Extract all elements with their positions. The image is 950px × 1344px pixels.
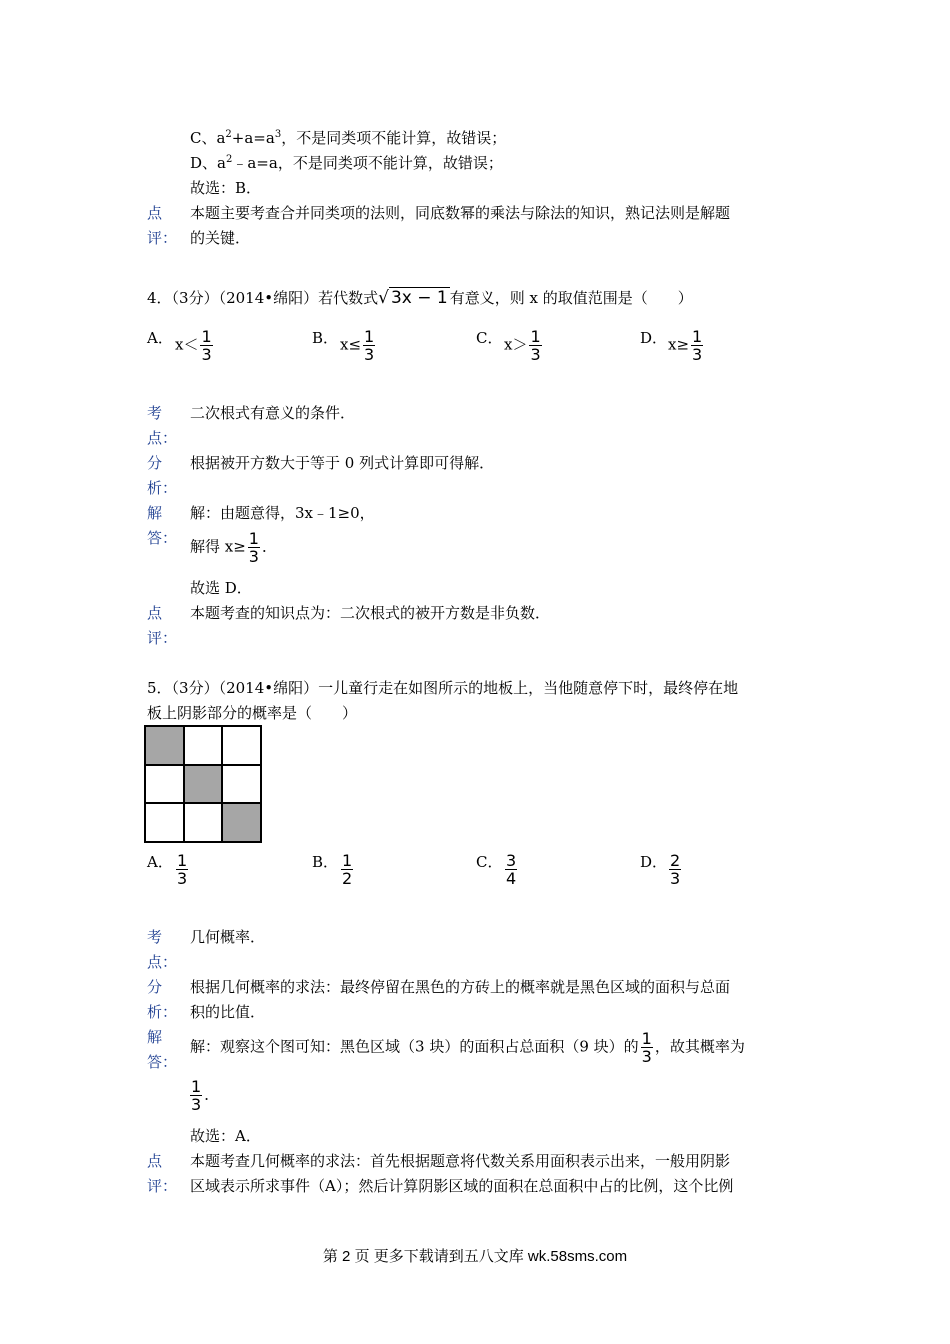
q4-option-a-value: x＜ $\frac{1}{3}$ bbox=[175, 327, 212, 364]
q5-jieda-line1: 解：观察这个图可知：黑色区域（3 块）的面积占总面积（9 块）的 $\frac{1}{3}$ ，故其概率为 bbox=[190, 1029, 745, 1066]
q5-option-d-value: $\frac{2}{3}$ bbox=[670, 851, 681, 888]
q5-jieda-label-bottom: 答： bbox=[147, 1053, 178, 1071]
q5-option-d[interactable]: D． bbox=[640, 853, 668, 871]
q5-answer: 故选：A． bbox=[190, 1127, 261, 1145]
q4-option-b-value: x≤ $\frac{1}{3}$ bbox=[340, 327, 375, 364]
comment-label-top: 点 bbox=[147, 204, 163, 222]
q5-option-a-value: $\frac{1}{3}$ bbox=[177, 851, 188, 888]
q4-kaodian-label-bottom: 点： bbox=[147, 429, 178, 447]
q4-fenxi: 根据被开方数大于等于 0 列式计算即可得解． bbox=[190, 454, 495, 472]
q4-option-b[interactable]: B． bbox=[312, 329, 339, 347]
q5-option-c[interactable]: C． bbox=[476, 853, 503, 871]
q5-dianping-label-top: 点 bbox=[147, 1152, 163, 1170]
prev-comment-line2: 的关键． bbox=[190, 229, 251, 247]
shaded-tile bbox=[184, 765, 223, 804]
q5-dianping-line1: 本题考查几何概率的求法：首先根据题意将代数关系用面积表示出来，一般用阴影 bbox=[190, 1152, 731, 1170]
q5-option-c-value: $\frac{3}{4}$ bbox=[506, 851, 517, 888]
q5-kaodian-label-bottom: 点： bbox=[147, 953, 178, 971]
white-tile bbox=[222, 765, 261, 804]
sqrt-expression: √ 3x − 1 bbox=[378, 288, 448, 308]
q5-option-b[interactable]: B． bbox=[312, 853, 339, 871]
q5-stem-line1: 5．（3分）（2014•绵阳）一儿童行走在如图所示的地板上，当他随意停下时，最终停在地 bbox=[147, 679, 739, 697]
q4-kaodian: 二次根式有意义的条件． bbox=[190, 404, 356, 422]
q4-option-d[interactable]: D． bbox=[640, 329, 668, 347]
comment-label-bottom: 评： bbox=[147, 229, 178, 247]
q5-option-b-value: $\frac{1}{2}$ bbox=[342, 851, 353, 888]
option-d-explanation: D、$a^2﹣a=a$，不是同类项不能计算，故错误； bbox=[190, 154, 503, 172]
q5-fenxi-label-top: 分 bbox=[147, 978, 163, 996]
q4-dianping-label-top: 点 bbox=[147, 604, 163, 622]
q5-fenxi-label-bottom: 析： bbox=[147, 1003, 178, 1021]
q5-jieda-label-top: 解 bbox=[147, 1028, 163, 1046]
white-tile bbox=[184, 726, 223, 765]
q5-fenxi-line2: 积的比值． bbox=[190, 1003, 266, 1021]
q4-option-c[interactable]: C． bbox=[476, 329, 503, 347]
floor-grid-figure bbox=[144, 725, 262, 843]
q4-jieda-line2: 解得 x≥ $\frac{1}{3}$ ． bbox=[190, 529, 277, 566]
q5-dianping-line2: 区域表示所求事件（A）；然后计算阴影区域的面积在总面积中占的比例，这个比例 bbox=[190, 1177, 734, 1195]
q4-kaodian-label-top: 考 bbox=[147, 404, 163, 422]
q4-dianping: 本题考查的知识点为：二次根式的被开方数是非负数． bbox=[190, 604, 551, 622]
shaded-tile bbox=[222, 803, 261, 842]
q4-dianping-label-bottom: 评： bbox=[147, 629, 178, 647]
q4-stem: 4．（3分）（2014•绵阳）若代数式√ 3x − 1 有意义，则 x 的取值范围是（ ） bbox=[147, 288, 693, 308]
page-footer: 第 2 页 更多下载请到五八文库 wk.58sms.com bbox=[322, 1248, 628, 1265]
q5-kaodian-label-top: 考 bbox=[147, 928, 163, 946]
q5-fenxi-line1: 根据几何概率的求法：最终停留在黑色的方砖上的概率就是黑色区域的面积与总面 bbox=[190, 978, 731, 996]
q4-jieda-label-top: 解 bbox=[147, 504, 163, 522]
prev-answer: 故选：B． bbox=[190, 179, 262, 197]
white-tile bbox=[145, 765, 184, 804]
white-tile bbox=[145, 803, 184, 842]
white-tile bbox=[222, 726, 261, 765]
q5-jieda-line2: $\frac{1}{3}$ ． bbox=[191, 1077, 220, 1114]
white-tile bbox=[184, 803, 223, 842]
q4-answer: 故选 D． bbox=[190, 579, 252, 597]
prev-comment-line1: 本题主要考查合并同类项的法则，同底数幂的乘法与除法的知识，熟记法则是解题 bbox=[190, 204, 731, 222]
q4-fenxi-label-top: 分 bbox=[147, 454, 163, 472]
q5-stem-line2: 板上阴影部分的概率是（ ） bbox=[147, 704, 358, 722]
option-c-explanation: C、$a^2+a=a^3$，不是同类项不能计算，故错误； bbox=[190, 129, 507, 147]
q5-dianping-label-bottom: 评： bbox=[147, 1177, 178, 1195]
shaded-tile bbox=[145, 726, 184, 765]
q4-option-c-value: x＞ $\frac{1}{3}$ bbox=[504, 327, 541, 364]
q5-kaodian: 几何概率． bbox=[190, 928, 266, 946]
q4-fenxi-label-bottom: 析： bbox=[147, 479, 178, 497]
q4-jieda-line1: 解：由题意得，3x﹣1≥0， bbox=[190, 504, 375, 522]
q4-option-a[interactable]: A． bbox=[147, 329, 173, 347]
q5-option-a[interactable]: A． bbox=[147, 853, 173, 871]
q4-jieda-label-bottom: 答： bbox=[147, 529, 178, 547]
q4-option-d-value: x≥ $\frac{1}{3}$ bbox=[668, 327, 703, 364]
